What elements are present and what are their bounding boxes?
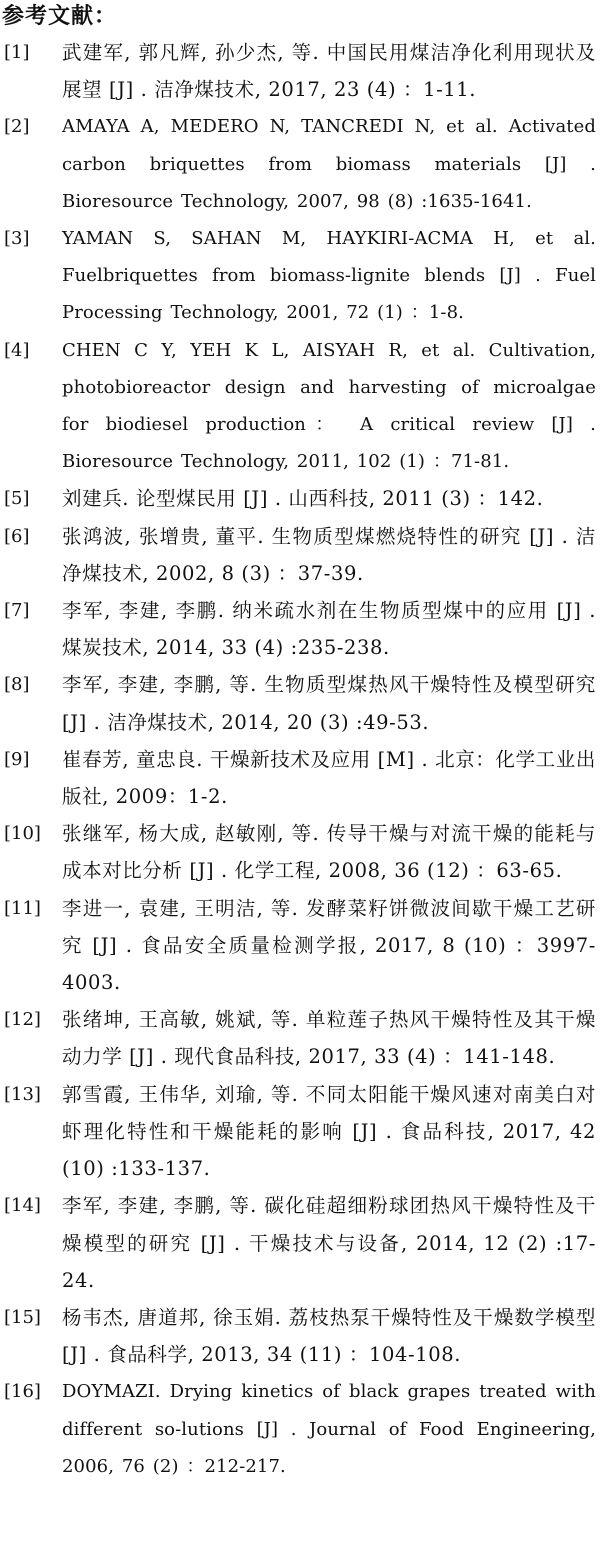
- reference-item: [0, 220, 600, 332]
- reference-number: [16]: [4, 1381, 41, 1403]
- reference-text: 李军, 李建, 李鹏, 等. 生物质型煤热风干燥特性及模型研究 [J] . 洁净煤技术, 2014, 20 (3) :49-53.: [62, 673, 596, 734]
- reference-text: 李军, 李建, 李鹏, 等. 碳化硅超细粉球团热风干燥特性及干燥模型的研究 [J] . 干燥技术与设备, 2014, 12 (2) :17-24.: [62, 1194, 596, 1292]
- reference-text: DOYMAZI. Drying kinetics of black grapes treated with different so-lutions [J] . Journal of Food Engineering, 2006, 76 (2) ：212-217.: [62, 1381, 596, 1477]
- reference-text: 杨韦杰, 唐道邦, 徐玉娟. 荔枝热泵干燥特性及干燥数学模型 [J] . 食品科学, 2013, 34 (11) ：104-108.: [62, 1305, 596, 1367]
- reference-text: 崔春芳, 童忠良. 干燥新技术及应用 [M] . 北京：化学工业出版社, 2009：1-2.: [62, 747, 596, 809]
- reference-number: [13]: [4, 1083, 41, 1105]
- reference-number: [1]: [4, 42, 30, 63]
- reference-item: [0, 34, 600, 108]
- reference-number: [9]: [4, 748, 30, 770]
- reference-number: [15]: [4, 1306, 41, 1328]
- reference-item: [0, 1299, 600, 1373]
- reference-text: YAMAN S, SAHAN M, HAYKIRI-ACMA H, et al. Fuelbriquettes from biomass-lignite blends [J] . Fuel Processing Technology, 2001, 72 (1) ：1-8.: [62, 228, 596, 324]
- reference-text: 郭雪霞, 王伟华, 刘瑜, 等. 不同太阳能干燥风速对南美白对虾理化特性和干燥能耗的影响 [J] . 食品科技, 2017, 42 (10) :133-137.: [62, 1082, 596, 1181]
- reference-item: [0, 890, 600, 1002]
- reference-number: [7]: [4, 600, 30, 622]
- reference-number: [3]: [4, 228, 30, 250]
- references-heading: 参考文献：: [2, 3, 118, 29]
- reference-item: [0, 108, 600, 220]
- reference-text: 张继军, 杨大成, 赵敏刚, 等. 传导干燥与对流干燥的能耗与成本对比分析 [J] . 化学工程, 2008, 36 (12) ：63-65.: [62, 822, 596, 883]
- reference-text: 张鸿波, 张增贵, 董平. 生物质型煤燃烧特性的研究 [J] . 洁净煤技术, 2002, 8 (3) ：37-39.: [62, 524, 596, 585]
- reference-item: [0, 666, 600, 740]
- reference-number: [4]: [4, 339, 30, 361]
- reference-item: [0, 741, 600, 815]
- reference-item: [0, 332, 600, 481]
- reference-number: [2]: [4, 116, 30, 138]
- reference-item: [0, 1076, 600, 1188]
- reference-item: [0, 480, 600, 517]
- reference-number: [5]: [4, 488, 30, 510]
- reference-number: [14]: [4, 1195, 41, 1217]
- reference-number: [11]: [4, 897, 41, 919]
- reference-list: [0, 34, 600, 1485]
- reference-item: [0, 592, 600, 666]
- reference-number: [6]: [4, 525, 30, 547]
- reference-text: 李进一, 袁建, 王明洁, 等. 发酵菜籽饼微波间歇干燥工艺研究 [J] . 食品安全质量检测学报, 2017, 8 (10) ：3997-4003.: [62, 896, 596, 995]
- reference-text: 张绪坤, 王高敏, 姚斌, 等. 单粒莲子热风干燥特性及其干燥动力学 [J] . 现代食品科技, 2017, 33 (4) ：141-148.: [62, 1008, 596, 1069]
- reference-text: 刘建兵. 论型煤民用 [J] . 山西科技, 2011 (3) ：142.: [62, 487, 544, 511]
- reference-number: [10]: [4, 823, 41, 845]
- reference-item: [0, 815, 600, 889]
- reference-item: [0, 1001, 600, 1075]
- reference-number: [12]: [4, 1009, 41, 1031]
- reference-text: 李军, 李建, 李鹏. 纳米疏水剂在生物质型煤中的应用 [J] . 煤炭技术, 2014, 33 (4) :235-238.: [62, 599, 596, 660]
- reference-text: AMAYA A, MEDERO N, TANCREDI N, et al. Activated carbon briquettes from biomass materials [J] . Bioresource Technology, 2007, 98 (8) :1635-1641.: [62, 116, 596, 212]
- reference-number: [8]: [4, 674, 30, 696]
- reference-item: [0, 518, 600, 592]
- reference-item: [0, 1187, 600, 1299]
- reference-text: 武建军, 郭凡辉, 孙少杰, 等. 中国民用煤洁净化利用现状及展望 [J] . 洁净煤技术, 2017, 23 (4) ：1-11.: [62, 41, 596, 102]
- reference-item: [0, 1373, 600, 1485]
- reference-text: CHEN C Y, YEH K L, AISYAH R, et al. Cultivation, photobioreactor design and harvesting of microalgae for biodiesel production： A critical review [J] . Bioresource Technology, 2011, 102 (1) ：71-81.: [62, 339, 596, 473]
